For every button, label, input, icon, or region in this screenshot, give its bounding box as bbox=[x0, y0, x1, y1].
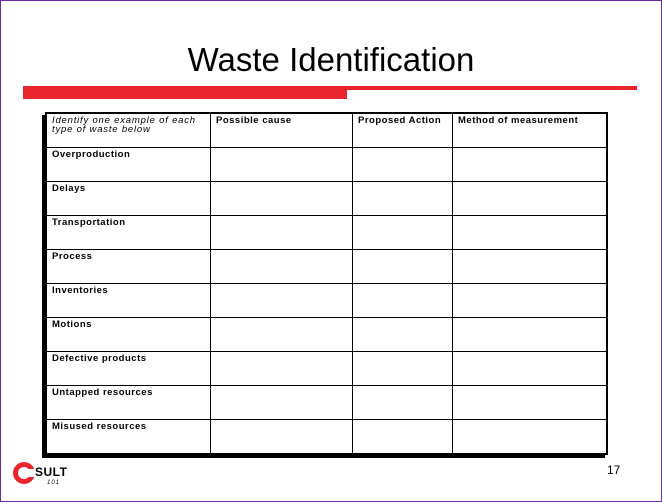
cell-method-of-measurement[interactable] bbox=[453, 182, 607, 216]
title-accent-bar bbox=[23, 86, 347, 99]
table-header-row bbox=[47, 114, 607, 148]
table-row bbox=[47, 420, 607, 454]
cell-possible-cause[interactable] bbox=[211, 250, 353, 284]
table-row bbox=[47, 284, 607, 318]
header-waste-type: Identify one example of each type of waste below bbox=[47, 114, 211, 148]
table-row bbox=[47, 386, 607, 420]
cell-possible-cause[interactable] bbox=[211, 148, 353, 182]
cell-method-of-measurement[interactable] bbox=[453, 216, 607, 250]
logo-subtext: 101 bbox=[47, 480, 61, 486]
row-label: Defective products bbox=[47, 352, 211, 386]
table-row bbox=[47, 216, 607, 250]
waste-identification-table bbox=[46, 113, 607, 454]
cell-method-of-measurement[interactable] bbox=[453, 148, 607, 182]
logo-text: SULT bbox=[35, 465, 68, 479]
table-row bbox=[47, 352, 607, 386]
header-proposed-action: Proposed Action bbox=[353, 114, 453, 148]
cell-proposed-action[interactable] bbox=[353, 284, 453, 318]
row-label: Untapped resources bbox=[47, 386, 211, 420]
header-method-of-measurement: Method of measurement bbox=[453, 114, 607, 148]
table-row bbox=[47, 148, 607, 182]
cell-proposed-action[interactable] bbox=[353, 420, 453, 454]
cell-method-of-measurement[interactable] bbox=[453, 250, 607, 284]
cell-proposed-action[interactable] bbox=[353, 386, 453, 420]
row-label: Overproduction bbox=[47, 148, 211, 182]
row-label: Process bbox=[47, 250, 211, 284]
row-label: Inventories bbox=[47, 284, 211, 318]
waste-table-frame bbox=[45, 112, 608, 455]
cell-possible-cause[interactable] bbox=[211, 352, 353, 386]
cell-method-of-measurement[interactable] bbox=[453, 318, 607, 352]
cell-proposed-action[interactable] bbox=[353, 216, 453, 250]
cell-possible-cause[interactable] bbox=[211, 318, 353, 352]
cell-proposed-action[interactable] bbox=[353, 352, 453, 386]
table-row bbox=[47, 182, 607, 216]
cell-proposed-action[interactable] bbox=[353, 318, 453, 352]
cell-possible-cause[interactable] bbox=[211, 284, 353, 318]
cell-method-of-measurement[interactable] bbox=[453, 284, 607, 318]
cell-possible-cause[interactable] bbox=[211, 386, 353, 420]
cell-method-of-measurement[interactable] bbox=[453, 386, 607, 420]
row-label: Delays bbox=[47, 182, 211, 216]
cell-method-of-measurement[interactable] bbox=[453, 420, 607, 454]
table-row bbox=[47, 318, 607, 352]
row-label: Misused resources bbox=[47, 420, 211, 454]
cell-method-of-measurement[interactable] bbox=[453, 352, 607, 386]
cell-possible-cause[interactable] bbox=[211, 182, 353, 216]
slide-title: Waste Identification bbox=[187, 41, 475, 78]
page-number: 17 bbox=[607, 463, 621, 477]
cell-proposed-action[interactable] bbox=[353, 182, 453, 216]
row-label: Transportation bbox=[47, 216, 211, 250]
cell-proposed-action[interactable] bbox=[353, 250, 453, 284]
cell-possible-cause[interactable] bbox=[211, 420, 353, 454]
cell-proposed-action[interactable] bbox=[353, 148, 453, 182]
header-possible-cause: Possible cause bbox=[211, 114, 353, 148]
cell-possible-cause[interactable] bbox=[211, 216, 353, 250]
table-row bbox=[47, 250, 607, 284]
consult-logo bbox=[13, 462, 79, 492]
row-label: Motions bbox=[47, 318, 211, 352]
